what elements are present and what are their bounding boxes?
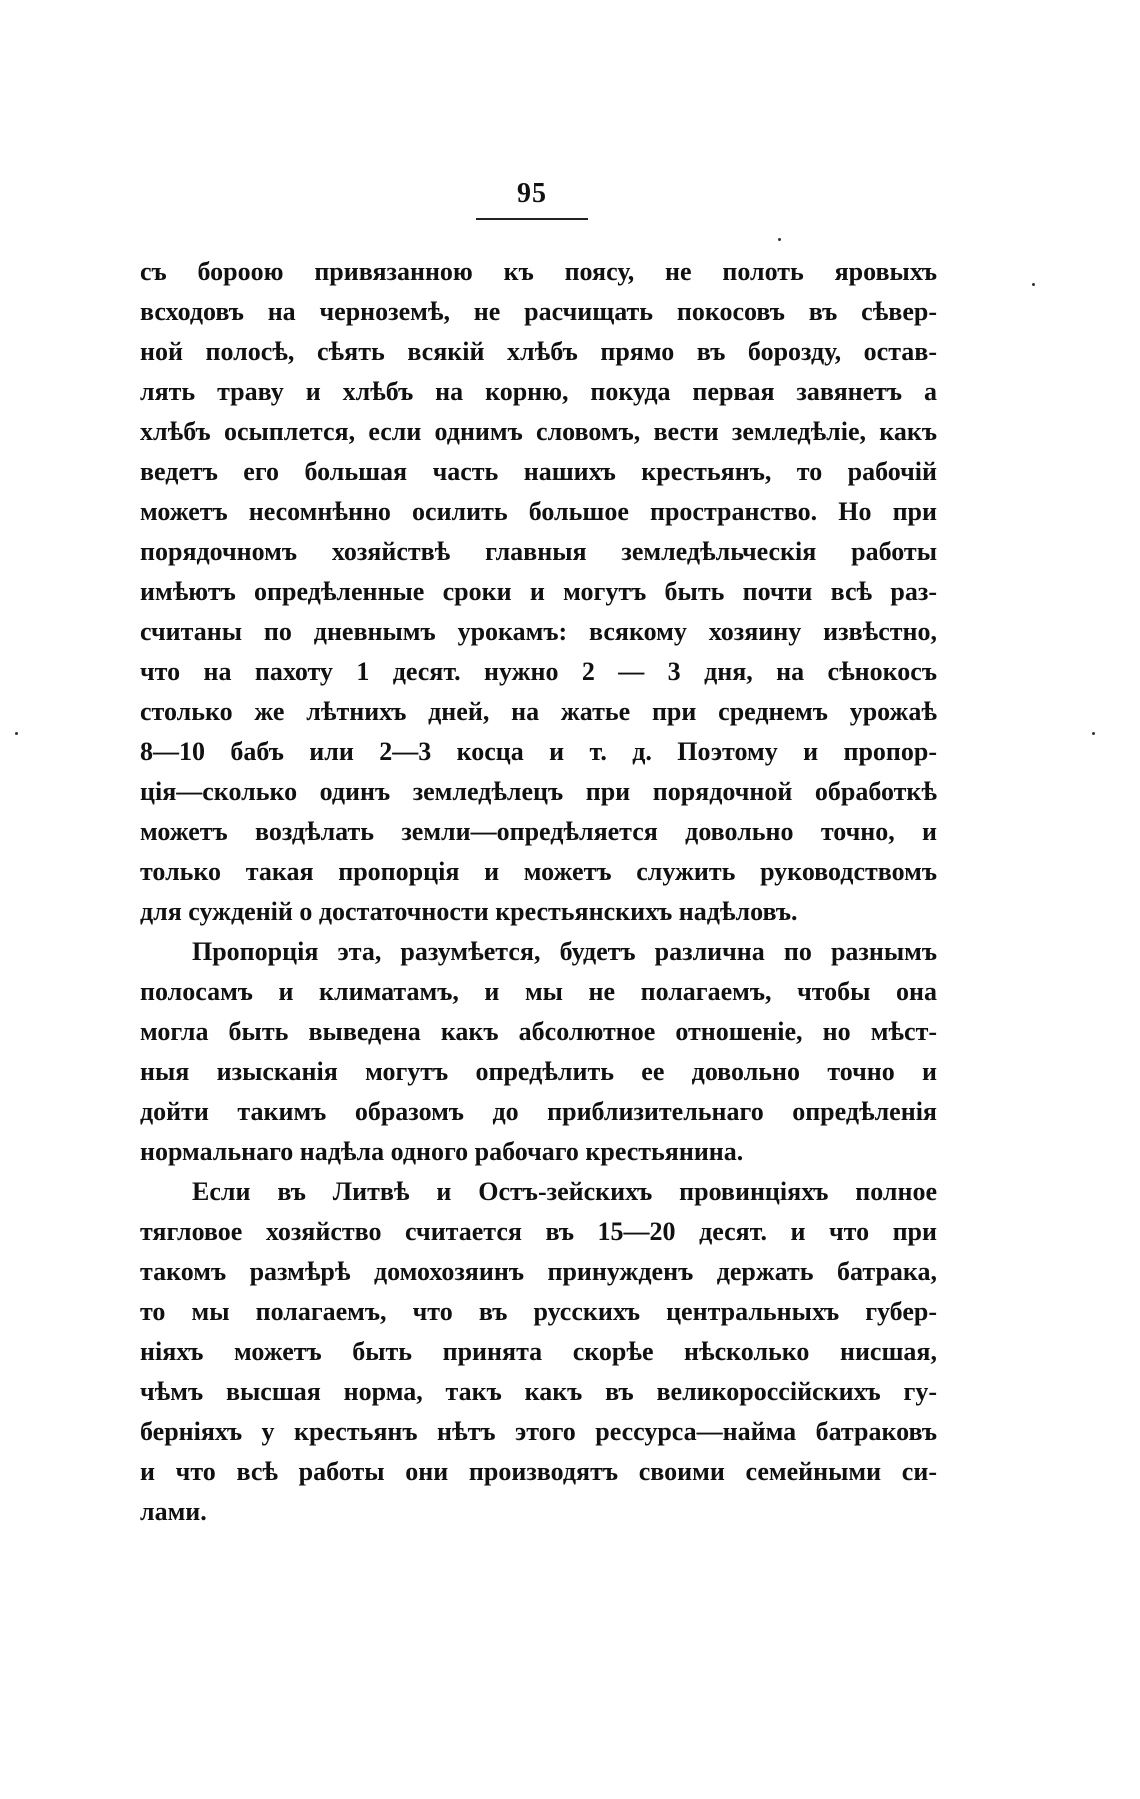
text-line: Если въ Литвѣ и Остъ-зейскихъ провинціяхъ полное (192, 1177, 937, 1206)
text-line: ніяхъ можетъ быть принята скорѣе нѣсколько нисшая, (140, 1337, 937, 1366)
header-rule (476, 218, 588, 220)
paragraph (140, 1172, 937, 1532)
text-line: и что всѣ работы они производятъ своими семейными си- (140, 1457, 937, 1486)
text-line: хлѣбъ осыплется, если однимъ словомъ, вести земледѣліе, какъ (140, 417, 937, 446)
page-header (476, 180, 588, 220)
text-line: можетъ несомнѣнно осилить большое пространство. Но при (140, 497, 937, 526)
text-line: порядочномъ хозяйствѣ главныя земледѣльческія работы (140, 537, 937, 566)
text-line: ведетъ его большая часть нашихъ крестьянъ, то рабочій (140, 457, 937, 486)
text-line: что на пахоту 1 десят. нужно 2 — 3 дня, на сѣнокосъ (140, 657, 937, 686)
text-line: имѣютъ опредѣленные сроки и могутъ быть почти всѣ раз- (140, 577, 937, 606)
scan-speck (1092, 732, 1095, 735)
text-line: ной полосѣ, сѣять всякій хлѣбъ прямо въ борозду, остав- (140, 337, 937, 366)
scan-speck (778, 238, 781, 241)
paragraph (140, 932, 937, 1172)
text-line: тягловое хозяйство считается въ 15—20 десят. и что при (140, 1217, 937, 1246)
text-line: лять траву и хлѣбъ на корню, покуда первая завянетъ а (140, 377, 937, 406)
scan-speck (1032, 283, 1035, 286)
paragraph (140, 252, 937, 932)
text-line: ныя изысканія могутъ опредѣлить ее довольно точно и (140, 1057, 937, 1086)
text-line: всходовъ на черноземѣ, не расчищать покосовъ въ сѣвер- (140, 297, 937, 326)
text-line: лами. (140, 1497, 207, 1526)
text-line: считаны по дневнымъ урокамъ: всякому хозяину извѣстно, (140, 617, 937, 646)
body-text (140, 252, 937, 1532)
text-line: только такая пропорція и можетъ служить руководствомъ (140, 857, 937, 886)
page-number: 95 (517, 178, 547, 209)
text-line: могла быть выведена какъ абсолютное отношеніе, но мѣст- (140, 1017, 937, 1046)
text-line: берніяхъ у крестьянъ нѣтъ этого рессурса—найма батраковъ (140, 1417, 937, 1446)
text-line: Пропорція эта, разумѣется, будетъ различна по разнымъ (192, 937, 937, 966)
text-line: съ бороою привязанною къ поясу, не полоть яровыхъ (140, 257, 937, 286)
text-line: чѣмъ высшая норма, такъ какъ въ великороссійскихъ гу- (140, 1377, 937, 1406)
text-line: можетъ воздѣлать земли—опредѣляется довольно точно, и (140, 817, 937, 846)
text-line: столько же лѣтнихъ дней, на жатье при среднемъ урожаѣ (140, 697, 937, 726)
text-line: дойти такимъ образомъ до приблизительнаго опредѣленія (140, 1097, 937, 1126)
text-line: для сужденій о достаточности крестьянскихъ надѣловъ. (140, 897, 798, 926)
text-line: 8—10 бабъ или 2—3 косца и т. д. Поэтому и пропор- (140, 737, 937, 766)
text-line: ція—сколько одинъ земледѣлецъ при порядочной обработкѣ (140, 777, 937, 806)
text-line: такомъ размѣрѣ домохозяинъ принужденъ держать батрака, (140, 1257, 937, 1286)
text-line: полосамъ и климатамъ, и мы не полагаемъ, чтобы она (140, 977, 937, 1006)
text-line: нормальнаго надѣла одного рабочаго крестьянина. (140, 1137, 744, 1166)
scan-speck (15, 732, 18, 735)
text-line: то мы полагаемъ, что въ русскихъ центральныхъ губер- (140, 1297, 937, 1326)
